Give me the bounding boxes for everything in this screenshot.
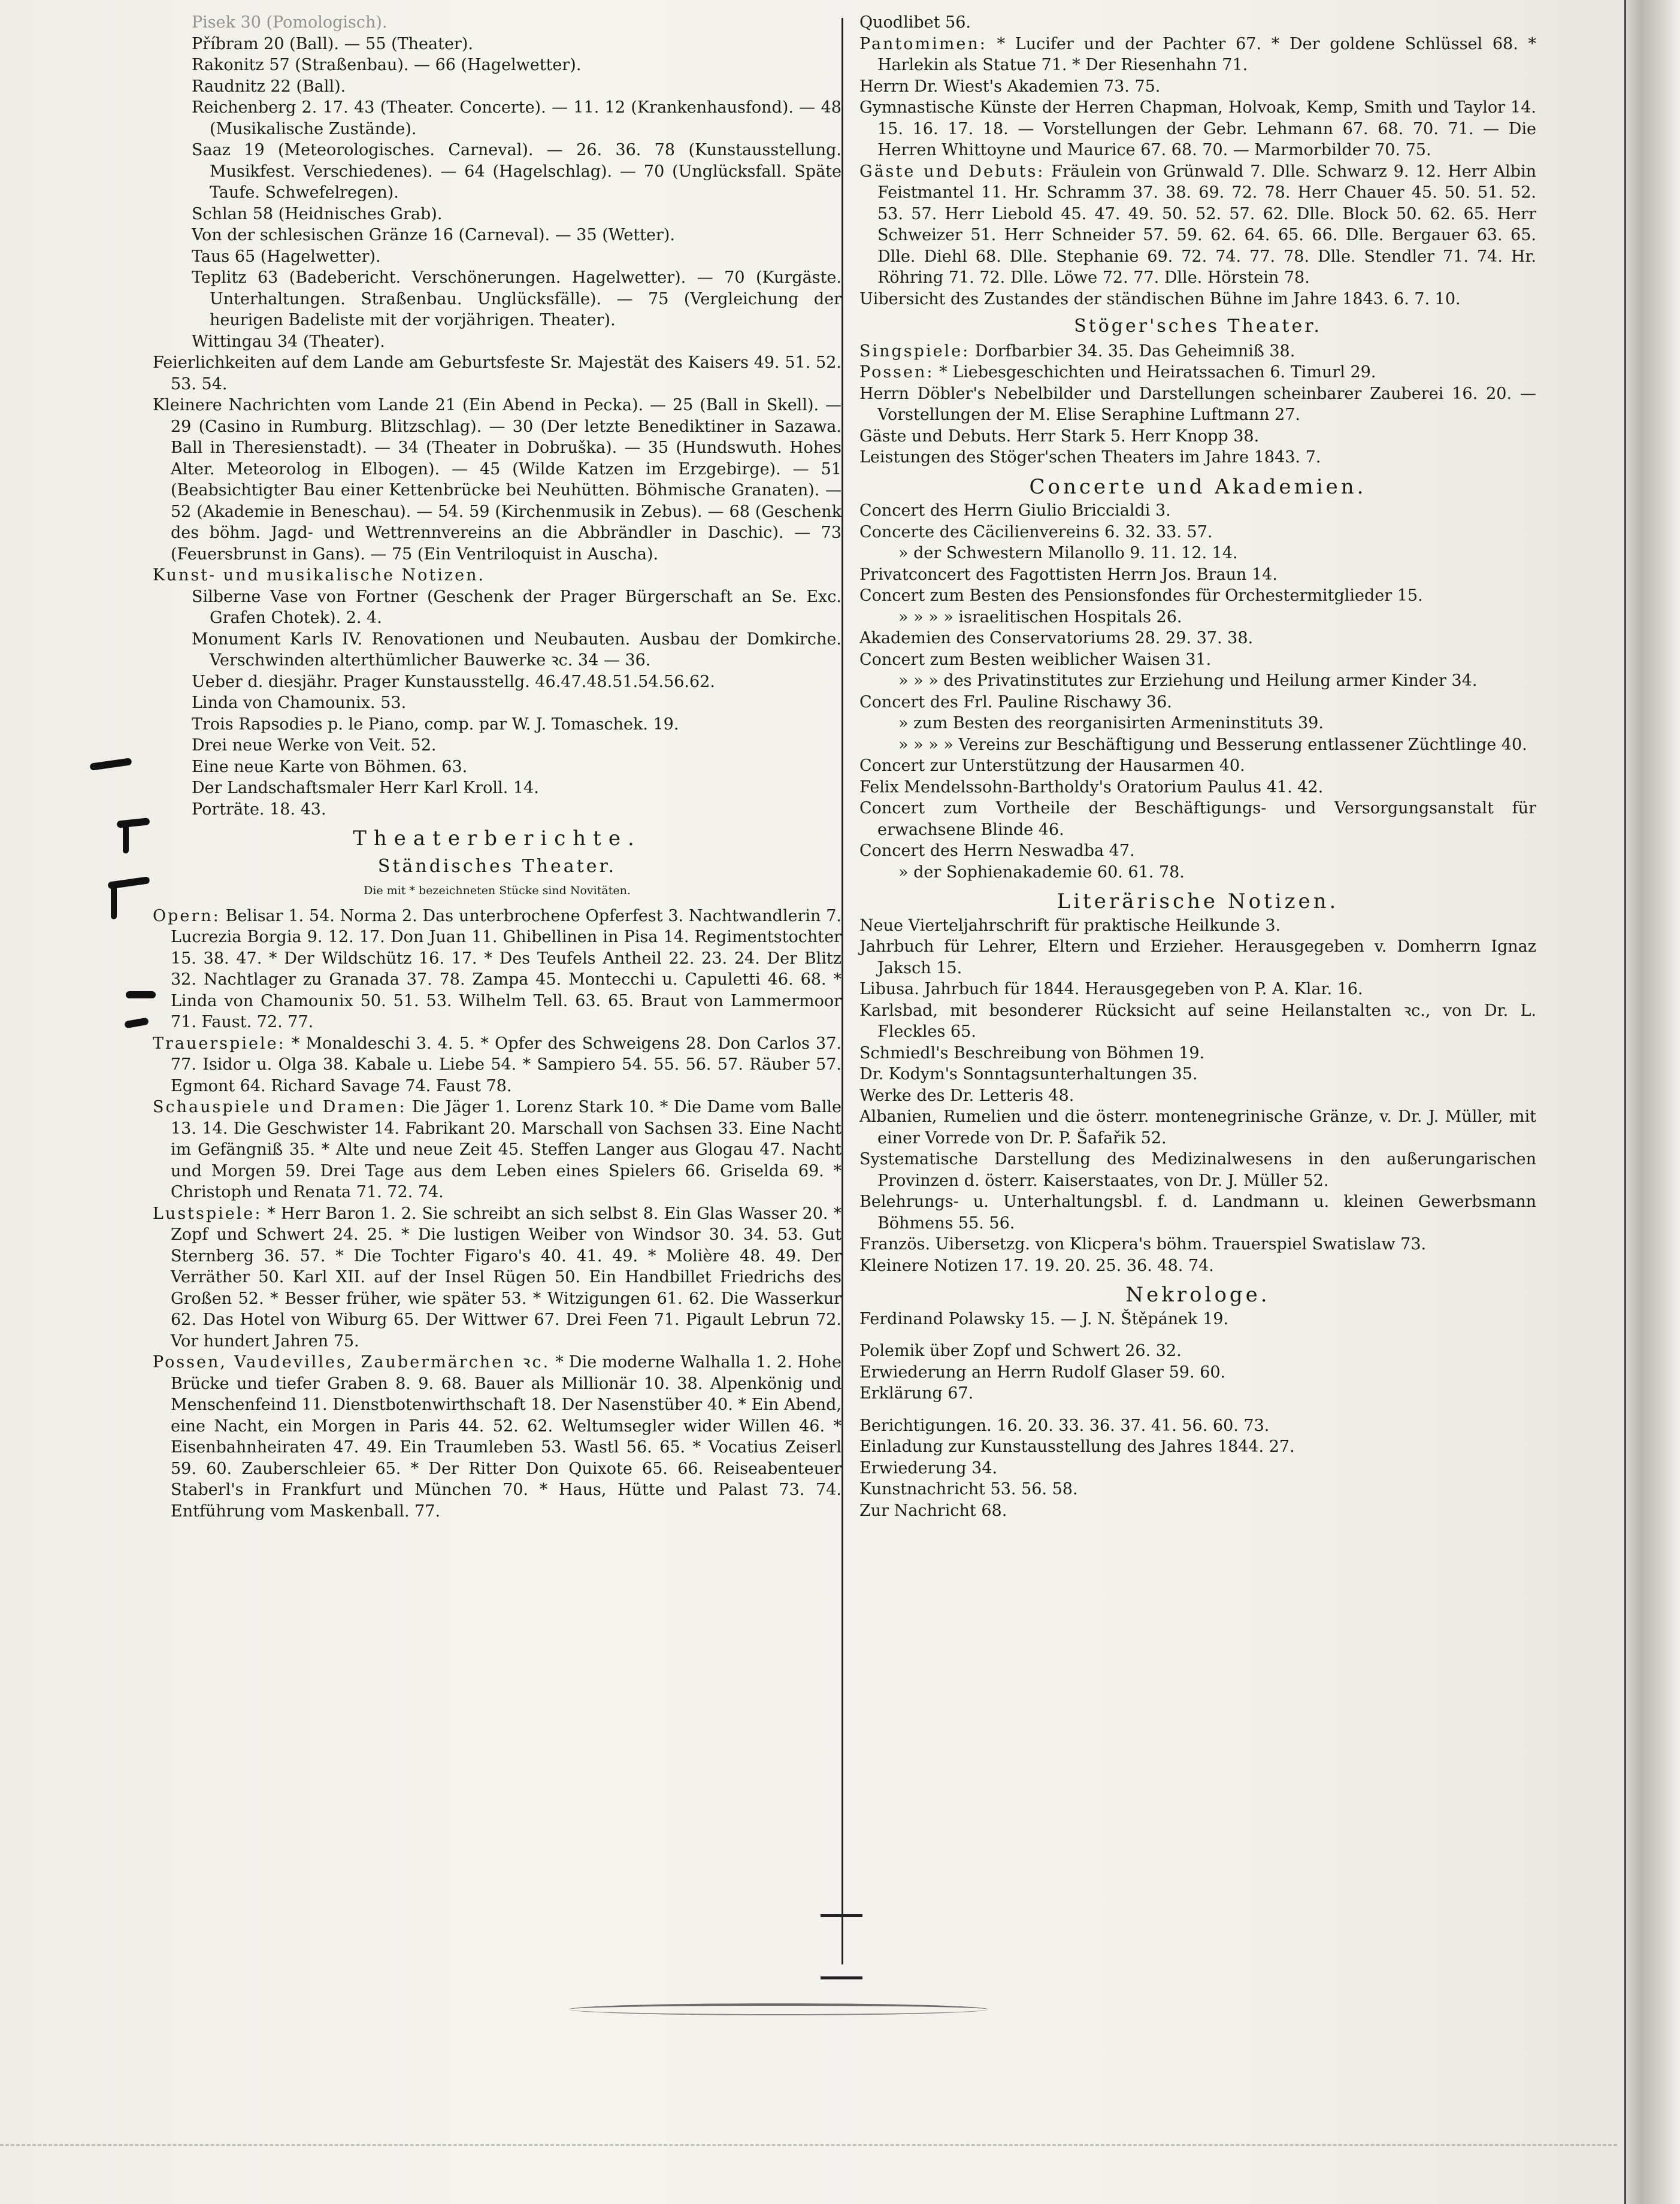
- index-entry: Kunstnachricht 53. 56. 58.: [859, 1480, 1078, 1498]
- index-entry: Concert zur Unterstützung der Hausarmen 40.: [859, 756, 1245, 775]
- index-entry: Taus 65 (Hagelwetter).: [192, 247, 381, 266]
- index-entry: Werke des Dr. Letteris 48.: [859, 1086, 1074, 1105]
- index-entry: » » » » Vereins zur Beschäftigung und Besserung entlassener Züchtlinge 40.: [898, 735, 1527, 754]
- index-entry: Jahrbuch für Lehrer, Eltern und Erzieher. Herausgegeben v. Domherrn Ignaz Jaksch 15.: [859, 937, 1536, 977]
- entry-label: Opern:: [153, 906, 220, 925]
- lit-heading: Literärische Notizen.: [1057, 889, 1339, 913]
- index-entry: » der Schwestern Milanollo 9. 11. 12. 14.: [898, 544, 1238, 562]
- cut-line: Pisek 30 (Pomologisch).: [192, 13, 388, 32]
- entry-label: Lustspiele:: [153, 1204, 262, 1223]
- index-entry: Berichtigungen. 16. 20. 33. 36. 37. 41. 56. 60. 73.: [859, 1416, 1270, 1435]
- index-entry: Akademien des Conservatoriums 28. 29. 37. 38.: [859, 629, 1254, 647]
- index-entry: Reichenberg 2. 17. 43 (Theater. Concerte). — 11. 12 (Krankenhausfond). — 48 (Musikalische Zustände).: [192, 98, 841, 138]
- index-entry: Belehrungs- u. Unterhaltungsbl. f. d. Landmann u. kleinen Gewerbsmann Böhmens 55. 56.: [859, 1192, 1536, 1233]
- page-edge-shadow: [1624, 0, 1680, 2204]
- novelty-note: Die mit * bezeichneten Stücke sind Novitäten.: [364, 884, 631, 897]
- page-edge-line: [1624, 0, 1626, 2204]
- index-entry: Einladung zur Kunstausstellung des Jahres 1844. 27.: [859, 1437, 1295, 1456]
- index-entry: Erklärung 67.: [859, 1384, 974, 1403]
- entry-text: * Liebesgeschichten und Heiratssachen 6. Timurl 29.: [939, 363, 1376, 382]
- index-entry: [859, 34, 1536, 76]
- margin-mark: [126, 991, 156, 998]
- left-column: [153, 12, 841, 1522]
- concerte-heading: Concerte und Akademien.: [1029, 474, 1367, 499]
- index-entry: Concert des Frl. Pauline Rischawy 36.: [859, 692, 1172, 712]
- index-entry: Albanien, Rumelien und die österr. montenegrinische Gränze, v. Dr. J. Müller, mit einer Vorrede von Dr. P. Šafařik 52.: [859, 1107, 1536, 1148]
- index-entry: Wittingau 34 (Theater).: [192, 332, 385, 351]
- index-entry: Gymnastische Künste der Herren Chapman, Holvoak, Kemp, Smith und Taylor 14. 15. 16. 17. 18. — Vorstellungen der Gebr. Lehmann 67. 68. 70. 71. — Die Herren Whittoyne und Maurice 67. 68. 70. — Marmorbilder 70. 75.: [859, 98, 1536, 159]
- index-entry: Concerte des Cäcilienvereins 6. 32. 33. 57.: [859, 522, 1213, 541]
- index-entry: Rakonitz 57 (Straßenbau). — 66 (Hagelwetter).: [192, 56, 582, 74]
- entry-label: Gäste und Debuts:: [859, 162, 1045, 181]
- column-divider: [841, 18, 843, 1964]
- index-entry: [153, 1352, 841, 1522]
- entry-label: Trauerspiele:: [153, 1034, 286, 1053]
- index-entry: Uibersicht des Zustandes der ständischen Bühne im Jahre 1843. 6. 7. 10.: [859, 289, 1461, 308]
- index-entry: Concert des Herrn Giulio Briccialdi 3.: [859, 501, 1171, 520]
- closing-ornament-rule: [569, 2003, 988, 2015]
- index-entry: Schlan 58 (Heidnisches Grab).: [192, 204, 443, 223]
- entry-text: Herr Stark 5. Herr Knopp 38.: [1016, 426, 1260, 446]
- entry-text: Die Jäger 1. Lorenz Stark 10. * Die Dame vom Balle 13. 14. Die Geschwister 14. Fabrikant 20. Marschall von Sachsen 33. Eine Nacht im Gefängniß 35. * Alte und neue Zeit 45. Steffen Langer aus Glogau 47. Nacht und Morgen 59. Drei Tage aus dem Leben eines Spielers 66. Griselda 69. * Christoph und Renata 71. 72. 74.: [171, 1098, 841, 1201]
- entry-text: Belisar 1. 54. Norma 2. Das unterbrochene Opferfest 3. Nachtwandlerin 7. Lucrezia Borgia 9. 12. 17. Don Juan 11. Ghibellinen in Pisa 14. Regimentstochter 15. 38. 47. * Der Wildschütz 16. 17. * Des Teufels Antheil 22. 23. 24. Der Blitz 32. Nachtlager zu Granada 37. 78. Zampa 45. Montecchi u. Capuletti 46. 68. * Linda von Chamounix 50. 51. 53. Wilhelm Tell. 63. 65. Braut von Lammermoor 71. Faust. 72. 77.: [171, 906, 841, 1031]
- index-entry: Kleinere Nachrichten vom Lande 21 (Ein Abend in Pecka). — 25 (Ball in Skell). — 29 (Casino in Rumburg. Blitzschlag). — 30 (Der letzte Benediktiner in Sazawa. Ball in Theresienstadt). — 34 (Theater in Dobruška). — 35 (Hundswuth. Hohes Alter. Meteorolog in Elbogen). — 45 (Wilde Katzen im Erzgebirge). — 51 (Beabsichtigter Bau einer Kettenbrücke bei Neuhütten. Böhmische Granaten). — 52 (Akademie in Beneschau). — 54. 59 (Kirchenmusik in Zebus). — 68 (Geschenk des böhm. Jagd- und Wettrennvereins an die Abbrändler in Daschic). — 73 (Feuersbrunst in Gans). — 75 (Ein Ventriloquist in Auscha).: [153, 396, 841, 564]
- section-heading: Kunst- und musikalische Notizen.: [153, 566, 486, 585]
- index-entry: Herrn Dr. Wiest's Akademien 73. 75.: [859, 77, 1161, 96]
- index-entry: Felix Mendelssohn-Bartholdy's Oratorium Paulus 41. 42.: [859, 777, 1324, 797]
- index-entry: Drei neue Werke von Veit. 52.: [192, 736, 437, 755]
- index-entry: Libusa. Jahrbuch für 1844. Herausgegeben von P. A. Klar. 16.: [859, 980, 1363, 998]
- margin-mark: [111, 883, 117, 919]
- index-entry: Concert zum Besten des Pensionsfondes für Orchestermitglieder 15.: [859, 586, 1423, 605]
- index-entry: [153, 1203, 841, 1352]
- entry-text: Dorfbarbier 34. 35. Das Geheimniß 38.: [974, 341, 1295, 361]
- index-entry: Silberne Vase von Fortner (Geschenk der Prager Bürgerschaft an Se. Exc. Grafen Chotek). 2. 4.: [192, 587, 841, 627]
- entry-text: * Monaldeschi 3. 4. 5. * Opfer des Schweigens 28. Don Carlos 37. 77. Isidor u. Olga 38. Kabale u. Liebe 54. * Sampiero 54. 55. 56. 57. Räuber 57. Egmont 64. Richard Savage 74. Faust 78.: [171, 1034, 841, 1095]
- index-entry: Teplitz 63 (Badebericht. Verschönerungen. Hagelwetter). — 70 (Kurgäste. Unterhaltungen. Straßenbau. Unglücksfälle). — 75 (Vergleichung der heurigen Badeliste mit der vorjährigen. Theater).: [192, 268, 841, 329]
- index-entry: [153, 1097, 841, 1203]
- index-entry: [153, 1033, 841, 1097]
- index-entry: Privatconcert des Fagottisten Herrn Jos. Braun 14.: [859, 565, 1278, 584]
- index-entry: Ferdinand Polawsky 15. — J. N. Štěpánek 19.: [859, 1309, 1229, 1328]
- index-entry: Feierlichkeiten auf dem Lande am Geburtsfeste Sr. Majestät des Kaisers 49. 51. 52. 53. 54.: [153, 353, 841, 393]
- index-entry: Polemik über Zopf und Schwert 26. 32.: [859, 1342, 1182, 1360]
- index-entry: Erwiederung an Herrn Rudolf Glaser 59. 60.: [859, 1363, 1226, 1382]
- index-entry: Der Landschaftsmaler Herr Karl Kroll. 14.: [192, 779, 539, 797]
- entry-label: Schauspiele und Dramen:: [153, 1098, 407, 1116]
- index-entry: Trois Rapsodies p. le Piano, comp. par W. J. Tomaschek. 19.: [192, 715, 679, 734]
- index-entry: » » » » israelitischen Hospitals 26.: [898, 607, 1182, 626]
- nekro-heading: Nekrologe.: [1125, 1283, 1270, 1307]
- index-entry: Concert zum Besten weiblicher Waisen 31.: [859, 650, 1212, 669]
- entry-label: Singspiele:: [859, 341, 970, 361]
- page-bottom-edge: [0, 2144, 1617, 2170]
- index-entry: Schmiedl's Beschreibung von Böhmen 19.: [859, 1043, 1205, 1062]
- index-entry: Concert zum Vortheile der Beschäftigungs- und Versorgungsanstalt für erwachsene Blinde 46.: [859, 799, 1536, 839]
- index-entry: Linda von Chamounix. 53.: [192, 694, 407, 712]
- index-entry: Concert des Herrn Neswadba 47.: [859, 841, 1135, 860]
- entry-text: Fräulein von Grünwald 7. Dlle. Schwarz 9. 12. Herr Albin Feistmantel 11. Hr. Schramm 37. 38. 69. 72. 78. Herr Chauer 45. 50. 51. 52. 53. 57. Herr Liebold 45. 47. 49. 50. 52. 57. 62. Dlle. Block 50. 62. 65. Herr Schweizer 51. Herr Schneider 57. 59. 62. 64. 65. 66. Dlle. Bergauer 63. 65. Dlle. Diehl 68. Dlle. Stephanie 69. 72. 74. 77. 78. Dlle. Stendler 71. 74. Hr. Röhring 71. 72. Dlle. Löwe 72. 77. Dlle. Hörstein 78.: [877, 162, 1536, 287]
- index-entry: Příbram 20 (Ball). — 55 (Theater).: [192, 34, 473, 53]
- index-entry: Raudnitz 22 (Ball).: [192, 77, 346, 96]
- index-entry: Ueber d. diesjähr. Prager Kunstausstellg. 46.47.48.51.54.56.62.: [192, 672, 715, 691]
- entry-label: Gäste und Debuts.: [859, 426, 1012, 446]
- index-entry: Systematische Darstellung des Medizinalwesens in den außerungarischen Provinzen d. österr. Kaiserstaates, von Dr. J. Müller 52.: [859, 1150, 1536, 1190]
- entry-label: Possen:: [859, 363, 934, 382]
- index-entry: Monument Karls IV. Renovationen und Neubauten. Ausbau der Domkirche. Verschwinden alterthümlicher Bauwerke ꝛc. 34 — 36.: [192, 629, 841, 670]
- index-entry: Erwiederung 34.: [859, 1458, 998, 1478]
- index-entry: Zur Nachricht 68.: [859, 1501, 1007, 1520]
- index-entry: Leistungen des Stöger'schen Theaters im Jahre 1843. 7.: [859, 448, 1321, 467]
- entry-label: Possen, Vaudevilles, Zaubermärchen ꝛc.: [153, 1353, 550, 1372]
- margin-mark: [117, 818, 150, 828]
- index-entry: Porträte. 18. 43.: [192, 800, 326, 819]
- index-entry: Französ. Uibersetzg. von Klicpera's böhm. Trauerspiel Swatislaw 73.: [859, 1235, 1427, 1254]
- entry-text: * Herr Baron 1. 2. Sie schreibt an sich selbst 8. Ein Glas Wasser 20. * Zopf und Schwert 24. 25. * Die lustigen Weiber von Windsor 30. 34. 53. Gut Sternberg 36. 57. * Die Tochter Figaro's 40. 41. 49. * Molière 48. 49. Der Verräther 50. Karl XII. auf der Insel Rügen 50. Ein Handbillet Friedrichs des Großen 52. * Besser früher, wie später 53. * Witzigungen 61. 62. Die Wasserkur 62. Das Hotel von Wiburg 65. Der Wittwer 67. Drei Feen 71. Pigault Lebrun 72. Vor hundert Jahren 75.: [171, 1204, 841, 1351]
- index-entry: Neue Vierteljahrschrift für praktische Heilkunde 3.: [859, 916, 1281, 935]
- margin-arrow: [821, 1976, 862, 1979]
- index-entry: Eine neue Karte von Böhmen. 63.: [192, 757, 468, 776]
- index-entry: Kleinere Notizen 17. 19. 20. 25. 36. 48. 74.: [859, 1256, 1214, 1275]
- index-entry: Karlsbad, mit besonderer Rücksicht auf seine Heilanstalten ꝛc., von Dr. L. Fleckles 65.: [859, 1001, 1536, 1041]
- stoeger-heading: Stöger'sches Theater.: [1074, 316, 1322, 337]
- index-entry: [153, 906, 841, 1033]
- margin-arrow: [821, 1914, 862, 1917]
- entry-text: * Die moderne Walhalla 1. 2. Hohe Brücke und tiefer Graben 8. 9. 68. Bauer als Millionär 10. 38. Alpenkönig und Menschenfeind 11. Dienstbotenwirthschaft 18. Der Nasenstüber 40. * Ein Abend, eine Nacht, ein Morgen in Paris 44. 52. 62. Weltumsegler wider Willen 46. * Eisenbahnheiraten 47. 49. Ein Traumleben 53. Wastl 56. 65. * Vocatius Zeiserl 59. 60. Zauberschleier 65. * Der Ritter Don Quixote 65. 66. Reiseabenteuer Staberl's in Frankfurt und München 70. * Haus, Hütte und Palast 73. 74. Entführung vom Maskenball. 77.: [171, 1353, 841, 1521]
- index-entry: » der Sophienakademie 60. 61. 78.: [898, 862, 1185, 882]
- right-column: [859, 12, 1536, 1521]
- margin-mark: [90, 758, 132, 771]
- staendisch-heading: Ständisches Theater.: [377, 855, 617, 877]
- margin-mark: [124, 1018, 149, 1029]
- index-entry: Von der schlesischen Gränze 16 (Carneval). — 35 (Wetter).: [192, 226, 676, 244]
- index-entry: [859, 341, 1536, 362]
- index-entry: [859, 362, 1536, 383]
- index-entry: Quodlibet 56.: [859, 13, 971, 32]
- index-entry: Herrn Döbler's Nebelbilder und Darstellungen scheinbarer Zauberei 16. 20. — Vorstellungen der M. Elise Seraphine Luftmann 27.: [859, 384, 1536, 424]
- index-entry: » » » des Privatinstitutes zur Erziehung und Heilung armer Kinder 34.: [898, 671, 1478, 690]
- entry-text: * Lucifer und der Pachter 67. * Der goldene Schlüssel 68. * Harlekin als Statue 71. * Der Riesenhahn 71.: [877, 34, 1536, 74]
- entry-label: Pantomimen:: [859, 34, 987, 53]
- theater-heading: Theaterberichte.: [353, 826, 641, 850]
- index-entry: » zum Besten des reorganisirten Armeninstituts 39.: [898, 714, 1324, 732]
- index-entry: [859, 161, 1536, 289]
- index-entry: Saaz 19 (Meteorologisches. Carneval). — 26. 36. 78 (Kunstausstellung. Musikfest. Verschiedenes). — 64 (Hagelschlag). — 70 (Unglücksfall. Späte Taufe. Schwefelregen).: [192, 141, 841, 202]
- margin-mark: [123, 824, 129, 853]
- index-entry: Dr. Kodym's Sonntagsunterhaltungen 35.: [859, 1065, 1198, 1083]
- index-entry: [859, 426, 1536, 447]
